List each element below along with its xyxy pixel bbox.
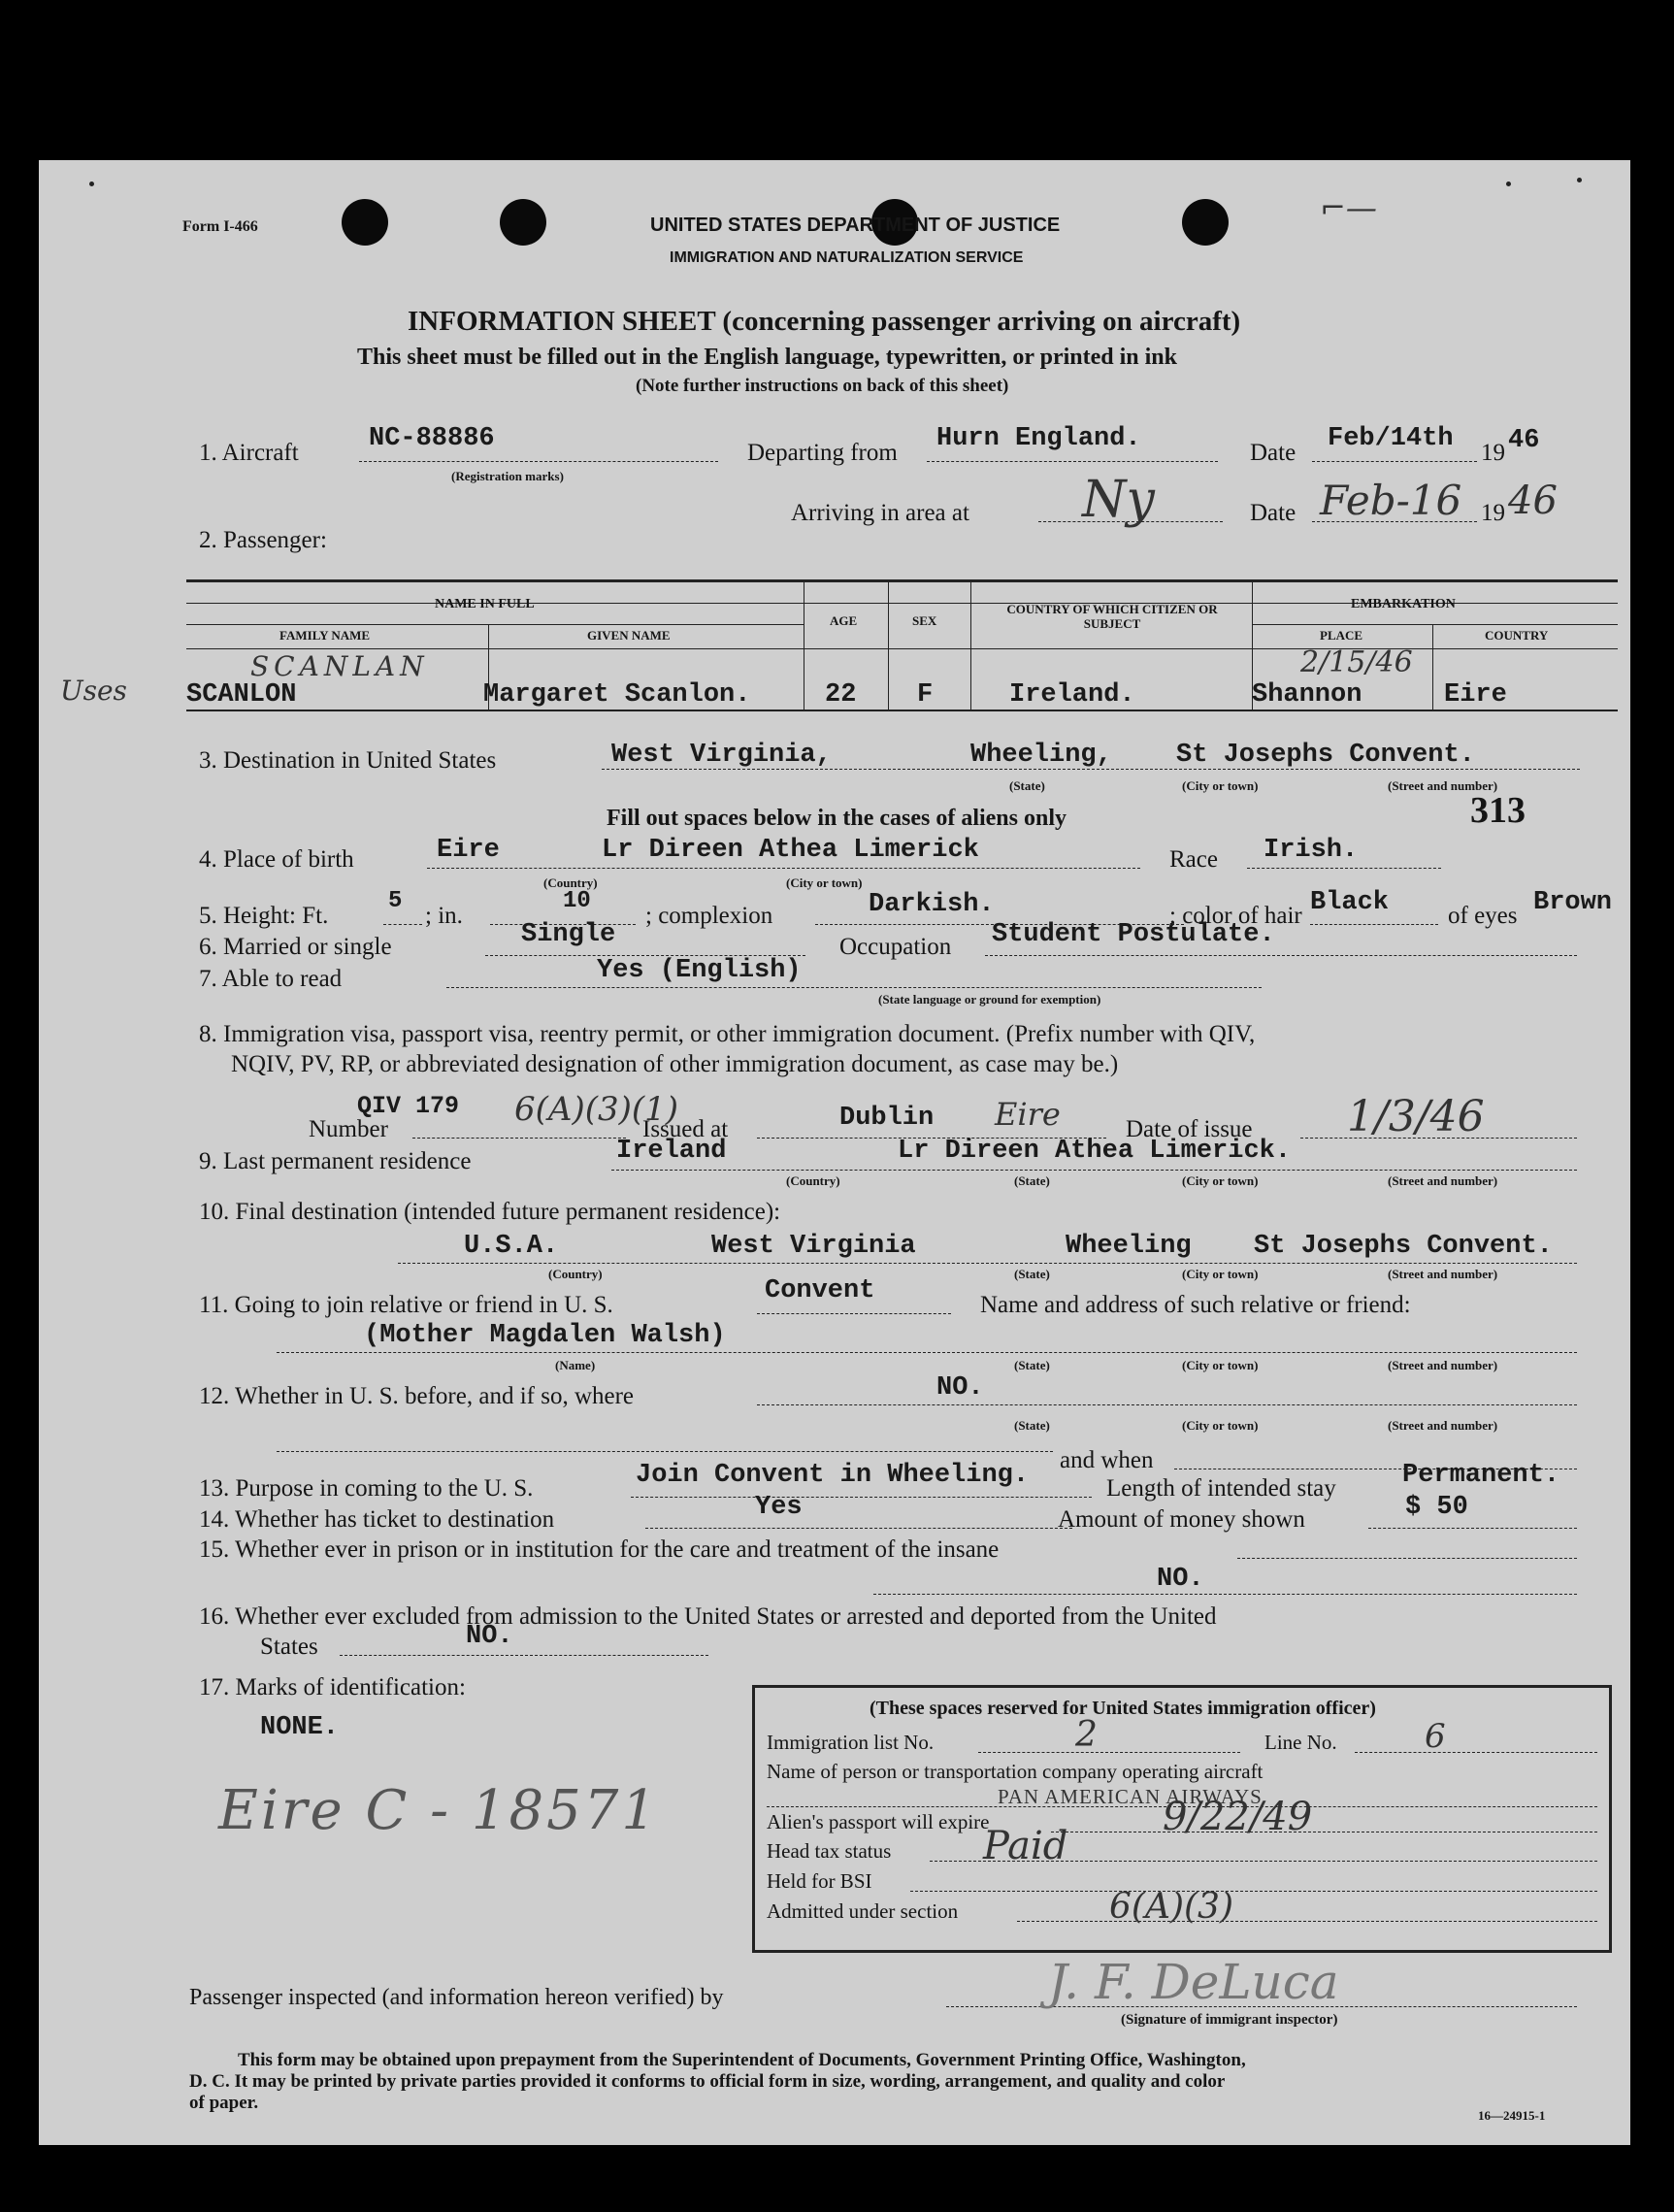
prison-value: NO. (1157, 1565, 1204, 1594)
excluded-label: 16. Whether ever excluded from admission to the United States or arrested and deported from the United (199, 1603, 1217, 1630)
name-caption: (Name) (555, 1358, 596, 1372)
marks-value: NONE. (260, 1713, 340, 1742)
citizen-value: Ireland. (1009, 680, 1135, 710)
occupation-value: Student Postulate. (992, 920, 1275, 949)
admitted-label: Admitted under section (767, 1899, 959, 1923)
line-no-label: Line No. (1264, 1731, 1337, 1754)
city-caption-4: (City or town) (786, 875, 863, 890)
join-value: Convent (765, 1276, 875, 1305)
state-caption-11: (State) (1014, 1358, 1050, 1372)
punch-hole (1182, 199, 1229, 246)
operator-value: PAN AMERICAN AIRWAYS (998, 1785, 1263, 1808)
dest-city-value: Wheeling, (970, 741, 1112, 770)
print-code: 16—24915-1 (1478, 2108, 1546, 2123)
passport-expire-label: Alien's passport will expire (767, 1810, 990, 1833)
embarkation-header: EMBARKATION (1351, 597, 1456, 611)
eyes-value: Brown (1533, 888, 1613, 917)
length-stay-label: Length of intended stay (1106, 1475, 1336, 1502)
held-bsi-label: Held for BSI (767, 1869, 872, 1893)
purpose-value: Join Convent in Wheeling. (636, 1461, 1030, 1490)
officer-box (752, 1685, 1612, 1953)
year-prefix-2: 19 (1481, 500, 1505, 526)
fd-country-value: U.S.A. (464, 1232, 559, 1261)
date2-label: Date (1250, 500, 1297, 526)
country-header: COUNTRY (1485, 628, 1549, 643)
arriving-value: Ny (1082, 471, 1155, 529)
date-label: Date (1250, 440, 1297, 466)
money-label: Amount of money shown (1058, 1506, 1305, 1533)
footer-line-2: D. C. It may be printed by private parties provided it conforms to official form in size, wording, arrangement, and quality and color (189, 2071, 1226, 2092)
head-tax-value: Paid (983, 1824, 1068, 1868)
issued-handwritten: Eire (995, 1096, 1061, 1133)
family-name-header: FAMILY NAME (279, 628, 371, 643)
operator-label: Name of person or transportation company operating aircraft (767, 1760, 1264, 1783)
excluded-value: NO. (466, 1622, 513, 1651)
fd-street-value: St Josephs Convent. (1254, 1232, 1553, 1261)
birth-city-value: Lr Direen Athea Limerick (602, 836, 979, 865)
complexion-label: ; complexion (645, 903, 773, 929)
date-of-issue-label: Date of issue (1126, 1116, 1253, 1142)
departing-label: Departing from (747, 440, 898, 466)
head-tax-label: Head tax status (767, 1839, 892, 1863)
prison-label: 15. Whether ever in prison or in institution for the care and treatment of the insane (199, 1536, 1000, 1563)
purpose-label: 13. Purpose in coming to the U. S. (199, 1475, 534, 1502)
street-caption-12: (Street and number) (1388, 1418, 1498, 1433)
family-name-value: SCANLON (186, 680, 297, 710)
given-name-header: GIVEN NAME (587, 628, 671, 643)
name-in-full-header: NAME IN FULL (435, 597, 535, 611)
form-sheet (39, 160, 1630, 2145)
aliens-only-note: Fill out spaces below in the cases of aliens only (607, 806, 1067, 831)
state-caption: (State) (1009, 778, 1045, 793)
city-caption-12: (City or town) (1182, 1418, 1259, 1433)
and-when-label: and when (1060, 1447, 1154, 1473)
number-label: Number (309, 1116, 388, 1142)
sex-value: F (917, 680, 934, 710)
uses-note: Uses (60, 675, 127, 707)
imm-list-label: Immigration list No. (767, 1731, 935, 1754)
departing-value: Hurn England. (936, 424, 1141, 453)
read-value: Yes (English) (597, 956, 802, 985)
year1-value: 46 (1508, 426, 1540, 455)
page-title: INFORMATION SHEET (concerning passenger arriving on aircraft) (408, 306, 1241, 337)
passenger-label: 2. Passenger: (199, 527, 327, 553)
complexion-value: Darkish. (869, 890, 995, 919)
fd-state-value: West Virginia (711, 1232, 916, 1261)
state-caption-12: (State) (1014, 1418, 1050, 1433)
visa-class-handwritten: 6(A)(3)(1) (514, 1090, 679, 1129)
money-value: $ 50 (1405, 1493, 1468, 1522)
inspector-signature: J. F. DeLuca (1048, 1954, 1339, 2010)
hair-value: Black (1310, 888, 1390, 917)
height-ft-value: 5 (388, 888, 403, 914)
country-caption-9: (Country) (786, 1173, 840, 1188)
birthplace-label: 4. Place of birth (199, 846, 354, 873)
street-caption-10: (Street and number) (1388, 1267, 1498, 1281)
aircraft-label: 1. Aircraft (199, 440, 299, 466)
street-caption-9: (Street and number) (1388, 1173, 1498, 1188)
reg-marks-label: (Registration marks) (451, 469, 564, 483)
race-label: Race (1169, 846, 1218, 873)
instructions-note: (Note further instructions on back of this sheet) (636, 376, 1009, 396)
country-caption-10: (Country) (548, 1267, 603, 1281)
join-name-value: (Mother Magdalen Walsh) (364, 1321, 726, 1350)
age-header: AGE (830, 613, 858, 628)
sex-header: SEX (912, 613, 937, 628)
ticket-value: Yes (755, 1493, 803, 1522)
year2-value: 46 (1508, 479, 1558, 523)
us-before-label: 12. Whether in U. S. before, and if so, where (199, 1383, 635, 1409)
eyes-label: of eyes (1448, 903, 1518, 929)
fd-city-value: Wheeling (1066, 1232, 1192, 1261)
department-title: UNITED STATES DEPARTMENT OF JUSTICE (650, 215, 1061, 236)
state-caption-10: (State) (1014, 1267, 1050, 1281)
city-caption-10: (City or town) (1182, 1267, 1259, 1281)
corner-mark: ⌐— (1320, 189, 1377, 226)
city-caption: (City or town) (1182, 778, 1259, 793)
residence-label: 9. Last permanent residence (199, 1148, 472, 1174)
state-caption-9: (State) (1014, 1173, 1050, 1188)
dest-state-value: West Virginia, (611, 741, 832, 770)
us-before-value: NO. (936, 1373, 984, 1403)
year-prefix: 19 (1481, 440, 1505, 466)
hair-label: ; color of hair (1169, 903, 1302, 929)
issued-at-label: Issued at (642, 1116, 729, 1142)
marks-label: 17. Marks of identification: (199, 1674, 466, 1700)
destination-label: 3. Destination in United States (199, 747, 497, 774)
date1-value: Feb/14th (1328, 424, 1454, 453)
name-address-label: Name and address of such relative or friend: (980, 1292, 1411, 1318)
excluded-label-2: States (260, 1634, 318, 1660)
date2-value: Feb-16 (1320, 477, 1462, 524)
passport-expire-value: 9/22/49 (1163, 1795, 1313, 1839)
residence-city-value: Lr Direen Athea Limerick. (898, 1137, 1292, 1166)
final-destination-label: 10. Final destination (intended future permanent residence): (199, 1199, 781, 1225)
family-name-handwritten: SCANLAN (250, 650, 429, 682)
punch-hole (500, 199, 546, 246)
embark-place-value: Shannon (1252, 680, 1362, 710)
inch-label: ; in. (425, 903, 463, 929)
age-value: 22 (825, 680, 857, 710)
admitted-value: 6(A)(3) (1109, 1887, 1233, 1927)
visa-label: 8. Immigration visa, passport visa, reentry permit, or other immigration document. (Prefix number with QIV, (199, 1021, 1256, 1047)
inspected-label: Passenger inspected (and information hereon verified) by (189, 1985, 724, 2010)
embark-date: 2/15/46 (1300, 645, 1413, 679)
number-313: 313 (1470, 790, 1526, 831)
ticket-label: 14. Whether has ticket to destination (199, 1506, 555, 1533)
occupation-label: Occupation (839, 934, 952, 960)
service-title: IMMIGRATION AND NATURALIZATION SERVICE (670, 249, 1024, 266)
eire-code-handwritten: Eire C - 18571 (218, 1779, 660, 1842)
speck (89, 182, 94, 186)
join-relative-label: 11. Going to join relative or friend in U. S. (199, 1292, 613, 1318)
residence-country-value: Ireland (616, 1137, 727, 1166)
race-value: Irish. (1264, 836, 1359, 865)
place-header: PLACE (1320, 628, 1363, 643)
punch-hole (342, 199, 388, 246)
reserved-note: (These spaces reserved for United States immigration officer) (870, 1698, 1376, 1719)
line-no-value: 6 (1425, 1717, 1446, 1756)
date-of-issue-value: 1/3/46 (1347, 1092, 1485, 1141)
speck (1577, 178, 1582, 182)
city-caption-9: (City or town) (1182, 1173, 1259, 1188)
visa-number-value: QIV 179 (357, 1092, 460, 1120)
footer-line-3: of paper. (189, 2093, 259, 2113)
married-label: 6. Married or single (199, 934, 392, 960)
married-value: Single (521, 920, 616, 949)
footer-line-1: This form may be obtained upon prepayment from the Superintendent of Documents, Government Printing Office, Washington, (238, 2050, 1246, 2070)
aircraft-value: NC-88886 (369, 424, 495, 453)
birth-country-value: Eire (437, 836, 500, 865)
given-name-value: Margaret Scanlon. (483, 680, 751, 710)
speck (1506, 182, 1511, 186)
embark-country-value: Eire (1444, 680, 1507, 710)
visa-label-2: NQIV, PV, RP, or abbreviated designation of other immigration document, as case may be.) (231, 1051, 1119, 1077)
dest-street-value: St Josephs Convent. (1176, 741, 1475, 770)
street-caption-11: (Street and number) (1388, 1358, 1498, 1372)
country-caption: (Country) (543, 875, 598, 890)
city-caption-11: (City or town) (1182, 1358, 1259, 1372)
form-number: Form I-466 (182, 218, 258, 235)
issued-at-value: Dublin (839, 1104, 935, 1133)
citizen-header: COUNTRY OF WHICH CITIZEN OR SUBJECT (1006, 602, 1218, 631)
read-label: 7. Able to read (199, 966, 343, 992)
signature-caption: (Signature of immigrant inspector) (1121, 2012, 1338, 2028)
state-language-caption: (State language or ground for exemption) (878, 992, 1101, 1007)
stay-value: Permanent. (1402, 1461, 1560, 1490)
street-caption: (Street and number) (1388, 778, 1498, 793)
height-in-value: 10 (563, 888, 591, 914)
subtitle: This sheet must be filled out in the English language, typewritten, or printed in ink (357, 345, 1177, 370)
arriving-label: Arriving in area at (791, 500, 969, 526)
height-label: 5. Height: Ft. (199, 903, 329, 929)
imm-list-value: 2 (1075, 1715, 1098, 1755)
